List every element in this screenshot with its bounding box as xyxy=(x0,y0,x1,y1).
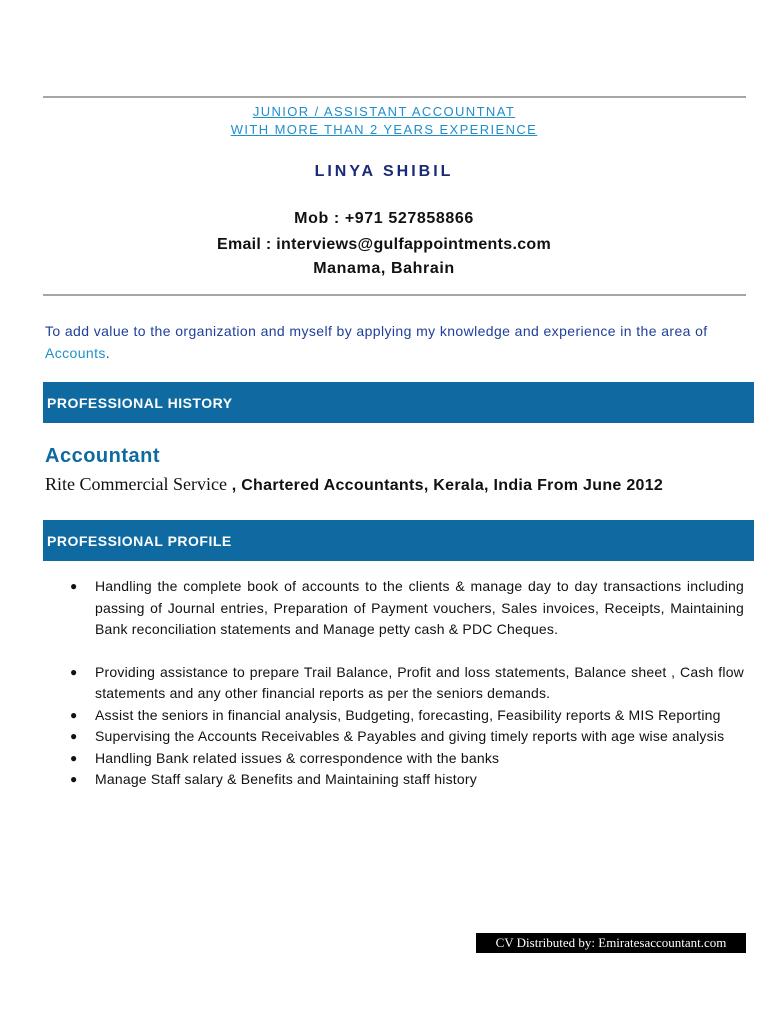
job-title-text-2: WITH MORE THAN 2 YEARS EXPERIENCE xyxy=(230,122,538,137)
objective-highlight: Accounts xyxy=(45,345,106,361)
section-heading-history-label: PROFESSIONAL HISTORY xyxy=(47,394,233,411)
section-heading-profile xyxy=(43,520,754,561)
employer-details: , Chartered Accountants, Kerala, India From June 2012 xyxy=(226,477,664,494)
job-role: Accountant xyxy=(45,445,160,467)
bullet-icon: ● xyxy=(70,707,78,722)
job-employer-line xyxy=(45,474,663,495)
list-item xyxy=(70,576,744,641)
section-heading-profile-label: PROFESSIONAL PROFILE xyxy=(47,532,232,549)
mobile-number: Mob : +971 527858866 xyxy=(294,210,474,227)
list-item xyxy=(70,769,744,791)
career-objective xyxy=(45,320,745,364)
list-item-text: Supervising the Accounts Receivables & Payables and giving timely reports with age wise analysis xyxy=(95,728,725,744)
objective-end: . xyxy=(105,345,111,361)
bullet-icon: ● xyxy=(70,772,78,786)
top-divider xyxy=(43,96,746,98)
list-item-text: Providing assistance to prepare Trail Balance, Profit and loss statements, Balance sheet , Cash flow statements and any other financial reports as per the seniors demands. xyxy=(95,663,744,701)
list-item xyxy=(70,726,744,748)
employer-name: Rite Commercial Service xyxy=(45,474,227,494)
section-heading-history xyxy=(43,382,754,423)
bullet-icon: ● xyxy=(70,729,78,743)
list-item-text: Assist the seniors in financial analysis, Budgeting, forecasting, Feasibility reports & MIS Reporting xyxy=(95,706,721,723)
job-title-line-2 xyxy=(0,122,768,137)
list-item xyxy=(70,748,744,770)
location: Manama, Bahrain xyxy=(313,260,455,277)
bullet-icon: ● xyxy=(70,579,78,593)
objective-text: To add value to the organization and myself by applying my knowledge and experience in the area of xyxy=(45,323,708,339)
bullet-icon: ● xyxy=(70,750,78,765)
distribution-stamp: CV Distributed by: Emiratesaccountant.com xyxy=(476,933,746,953)
list-item-text: Handling Bank related issues & correspondence with the banks xyxy=(95,749,500,766)
list-item xyxy=(70,705,744,727)
list-item-text: Handling the complete book of accounts to the clients & manage day to day transactions including passing of Journal entries, Preparation of Payment vouchers, Sales invoices, Receipts, Maintaining Bank reconciliation statements and Manage petty cash & PDC Cheques. xyxy=(95,578,744,637)
job-title-text-1: JUNIOR / ASSISTANT ACCOUNTNAT xyxy=(252,104,516,119)
candidate-name: LINYA SHIBIL xyxy=(314,163,454,180)
list-item-text: Manage Staff salary & Benefits and Maintaining staff history xyxy=(95,771,477,787)
bullet-icon: ● xyxy=(70,664,78,679)
list-item xyxy=(70,662,744,705)
header-divider xyxy=(43,294,746,296)
email-address: Email : interviews@gulfappointments.com xyxy=(216,236,552,253)
profile-list xyxy=(70,576,744,791)
job-title-line-1 xyxy=(0,104,768,119)
